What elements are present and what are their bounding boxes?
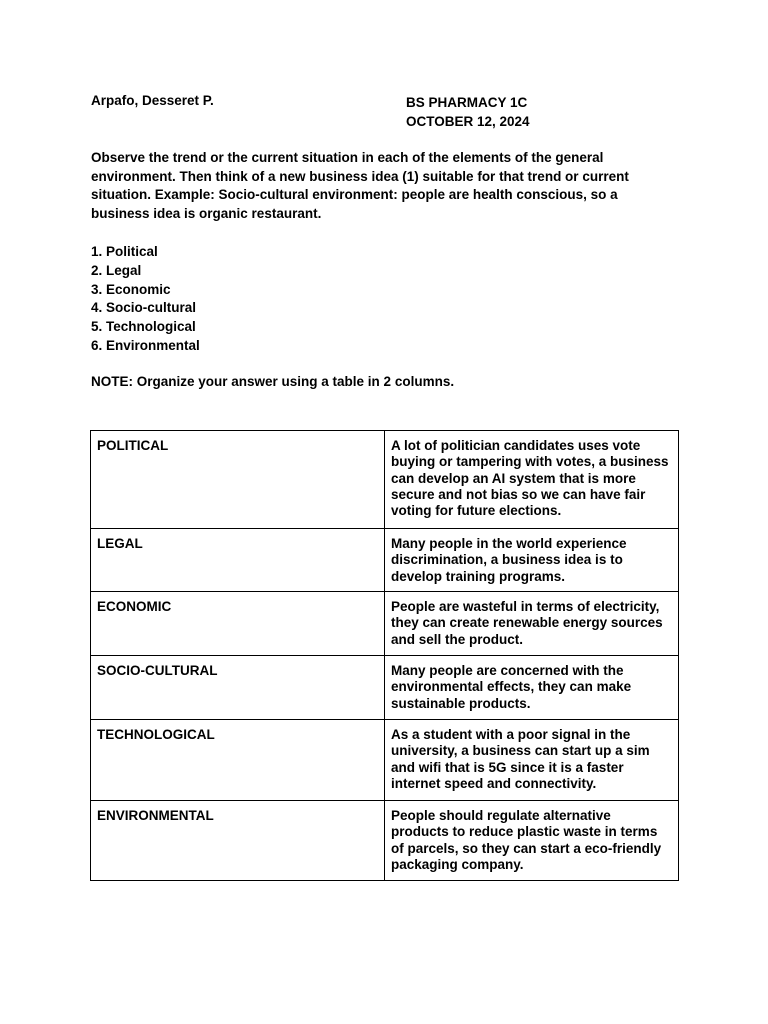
- table-cell-answer: People are wasteful in terms of electricity, they can create renewable energy sources and sell the product.: [385, 592, 679, 656]
- table-row: [91, 529, 679, 592]
- table-cell-element: LEGAL: [91, 529, 385, 592]
- list-item: 6. Environmental: [91, 337, 200, 353]
- table-cell-element: POLITICAL: [91, 431, 385, 529]
- list-item: 3. Economic: [91, 281, 171, 297]
- table-cell-answer: Many people in the world experience discrimination, a business idea is to develop training programs.: [385, 529, 679, 592]
- list-item: 4. Socio-cultural: [91, 300, 197, 316]
- list-item: 2. Legal: [91, 262, 142, 278]
- table-cell-element: SOCIO-CULTURAL: [91, 656, 385, 720]
- table-cell-answer: People should regulate alternative products to reduce plastic waste in terms of parcels, so they can start a eco-friendly packaging company.: [385, 801, 679, 881]
- table-cell-element: ENVIRONMENTAL: [91, 801, 385, 881]
- student-name: Arpafo, Desseret P.: [91, 93, 214, 108]
- instructions-paragraph: Observe the trend or the current situation in each of the elements of the general environment. Then think of a new business idea (1) suitable for that trend or current situation. Example: Socio-cultural environment: people are health conscious, so a business idea is organic restaurant.: [91, 150, 629, 221]
- list-item: 1. Political: [91, 244, 158, 259]
- program-label: BS PHARMACY 1C: [406, 95, 528, 110]
- table-row: [91, 592, 679, 656]
- date-label: OCTOBER 12, 2024: [406, 114, 530, 129]
- elements-list: [91, 243, 200, 356]
- table-row: [91, 801, 679, 881]
- table-row: [91, 431, 679, 529]
- table-cell-element: ECONOMIC: [91, 592, 385, 656]
- table-cell-answer: Many people are concerned with the environmental effects, they can make sustainable products.: [385, 656, 679, 720]
- answer-table: [90, 430, 679, 881]
- list-item: 5. Technological: [91, 319, 196, 335]
- header-right-block: [406, 93, 530, 131]
- table-cell-element: TECHNOLOGICAL: [91, 720, 385, 801]
- table-row: [91, 720, 679, 801]
- table-cell-answer: A lot of politician candidates uses vote buying or tampering with votes, a business can develop an AI system that is more secure and not bias so we can have fair voting for future elections.: [385, 431, 679, 529]
- note-text: NOTE: Organize your answer using a table in 2 columns.: [91, 374, 455, 389]
- table-row: [91, 656, 679, 720]
- table-cell-answer: As a student with a poor signal in the university, a business can start up a sim and wifi that is 5G since it is a faster internet speed and connectivity.: [385, 720, 679, 801]
